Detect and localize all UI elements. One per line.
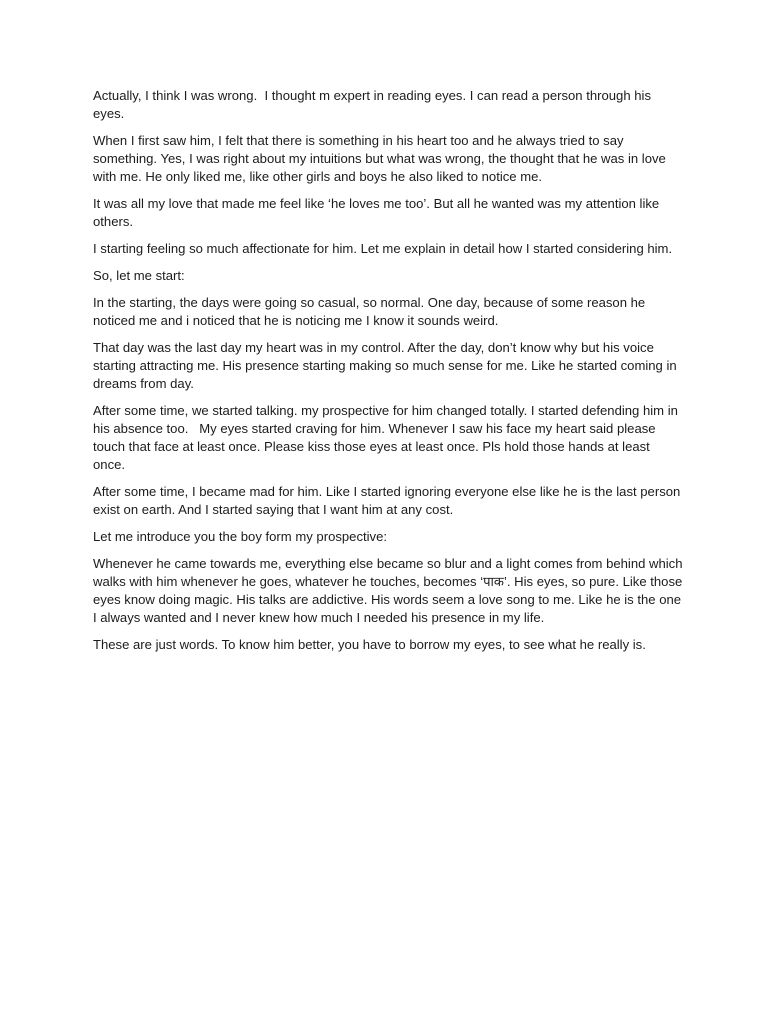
paragraph: When I first saw him, I felt that there is something in his heart too and he always tried to say something. Yes, I was right about my intuitions but what was wrong, the thought that he was in love with me. He only liked me, like other girls and boys he also liked to notice me. (93, 133, 670, 184)
paragraph: That day was the last day my heart was in my control. After the day, don’t know why but his voice starting attracting me. His presence starting making so much sense for me. Like he started coming in dreams from day. (93, 340, 681, 391)
paragraph: After some time, we started talking. my prospective for him changed totally. I started defending him in his absence too. My eyes started craving for him. Whenever I saw his face my heart said please touch that face at least once. Please kiss those eyes at least once. Pls hold those hands at least once. (93, 403, 682, 472)
document-body (93, 87, 687, 663)
paragraph: So, let me start: (93, 268, 185, 283)
paragraph: After some time, I became mad for him. Like I started ignoring everyone else like he is the last person exist on earth. And I started saying that I want him at any cost. (93, 484, 684, 517)
paragraph: Let me introduce you the boy form my prospective: (93, 529, 388, 544)
paragraph: In the starting, the days were going so casual, so normal. One day, because of some reason he noticed me and i noticed that he is noticing me I know it sounds weird. (93, 295, 649, 328)
paragraph: I starting feeling so much affectionate for him. Let me explain in detail how I started considering him. (93, 241, 673, 256)
paragraph: Whenever he came towards me, everything else became so blur and a light comes from behind which walks with him whenever he goes, whatever he touches, becomes ‘पाक’. His eyes, so pure. Like those eyes know doing magic. His talks are addictive. His words seem a love song to me. Like he is the one I always wanted and I never knew how much I needed his presence in my life. (93, 556, 687, 625)
paragraph: These are just words. To know him better, you have to borrow my eyes, to see what he really is. (93, 637, 646, 652)
paragraph: Actually, I think I was wrong. I thought m expert in reading eyes. I can read a person through his eyes. (93, 88, 655, 121)
paragraph: It was all my love that made me feel like ‘he loves me too’. But all he wanted was my attention like others. (93, 196, 663, 229)
